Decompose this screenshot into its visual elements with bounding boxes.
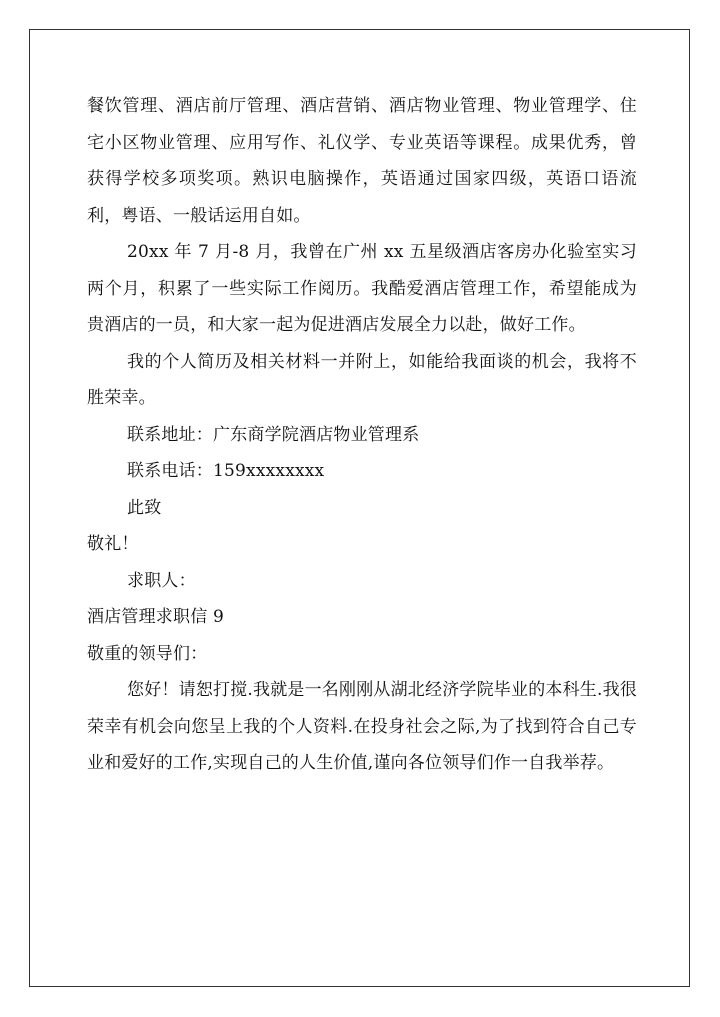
signature-label: 求职人： xyxy=(127,570,196,591)
paragraph-courses: 餐饮管理、酒店前厅管理、酒店营销、酒店物业管理、物业管理学、住宅小区物业管理、应用写作、礼仪学、专业英语等课程。成果优秀，曾获得学校多项奖项。熟识电脑操作，英语通过国家四级，英语口语流利，粤语、一般话运用自如。 xyxy=(87,96,637,226)
closing-respect: 敬礼！ xyxy=(87,534,139,554)
letter-body xyxy=(87,88,637,782)
paragraph-internship: 20xx 年 7 月-8 月，我曾在广州 xx 五星级酒店客房办化验室实习两个月，积累了一些实际工作阅历。我酷爱酒店管理工作，希望能成为贵酒店的一员，和大家一起为促进酒店发展全力以赴，做好工作。 xyxy=(87,242,637,335)
paragraph-introduction: 您好！请恕打搅.我就是一名刚刚从湖北经济学院毕业的本科生.我很荣幸有机会向您呈上我的个人资料.在投身社会之际,为了找到符合自己专业和爱好的工作,实现自己的人生价值,谨向各位领导们作一自我举荐。 xyxy=(87,680,638,773)
contact-phone: 联系电话：159xxxxxxxx xyxy=(127,461,325,481)
section-title: 酒店管理求职信 9 xyxy=(87,607,225,627)
closing-salutation: 此致 xyxy=(127,497,162,518)
greeting: 敬重的领导们： xyxy=(87,643,208,664)
paragraph-attachments: 我的个人简历及相关材料一并附上，如能给我面谈的机会，我将不胜荣幸。 xyxy=(87,351,637,408)
contact-address: 联系地址：广东商学院酒店物业管理系 xyxy=(127,424,420,445)
